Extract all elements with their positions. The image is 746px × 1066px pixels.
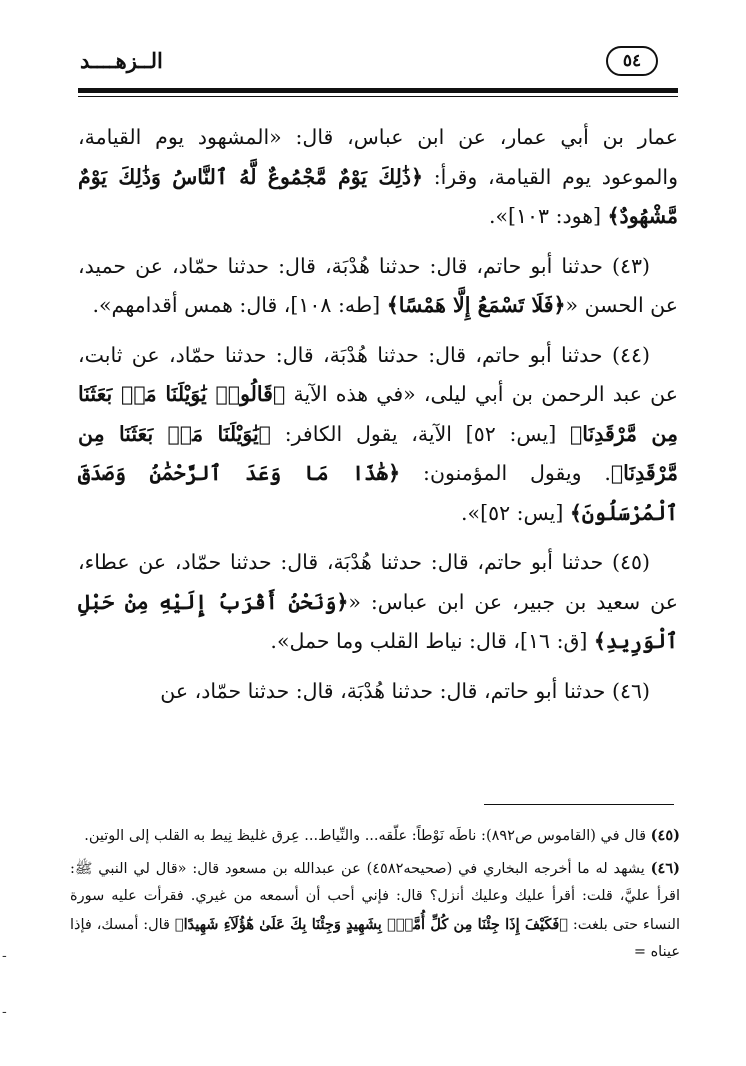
footnote-separator xyxy=(484,804,674,805)
footnote-45: (٤٥) قال في (القاموس ص٨٩٢): ناطَه نَوْطاً: علّقه... والنِّياط... عِرق غليظ نِيط به القلب إلى الوتين. xyxy=(84,827,680,844)
paragraph-46: (٤٦) حدثنا أبو حاتم، قال: حدثنا هُدْبَة، قال: حدثنا حمّاد، عن xyxy=(160,678,650,703)
header-rule-thick xyxy=(78,88,678,93)
quran-verse: ﴿قَالُوا۟ يَٰوَيْلَنَا مَنۢ بَعَثَنَا مِن مَّرْقَدِنَا﴾ xyxy=(78,382,678,446)
page-number: ٥٤ xyxy=(606,46,658,76)
quran-verse: ﴿يَٰوَيْلَنَا مَنۢ بَعَثَنَا مِن مَّرْقَدِنَا﴾ xyxy=(78,421,678,485)
footnotes xyxy=(70,822,680,971)
paragraph-45: (٤٥) حدثنا أبو حاتم، قال: حدثنا هُدْبَة، قال: حدثنا حمّاد، عن عطاء، عن سعيد بن جبير، عن ابن عباس: «﴿وَنَحْنُ أَقْرَبُ إِلَيْهِ مِنْ حَبْلِ ٱلْوَرِيدِ﴾ [ق: ١٦]، قال: نياط القلب وما حمل». xyxy=(78,550,678,653)
footnote-number: (٤٦) xyxy=(650,859,680,877)
paragraph-43: (٤٣) حدثنا أبو حاتم، قال: حدثنا هُدْبَة، قال: حدثنا حمّاد، عن حميد، عن الحسن «﴿فَلَا تَسْمَعُ إِلَّا هَمْسًا﴾ [طه: ١٠٨]، قال: همس أقدامهم». xyxy=(78,253,678,317)
quran-verse: ﴿هَٰذَا مَا وَعَدَ ٱلرَّحْمَٰنُ وَصَدَقَ ٱلْمُرْسَلُونَ﴾ xyxy=(78,461,678,525)
header-rule-thin xyxy=(78,96,678,97)
margin-mark: - xyxy=(2,1004,7,1020)
footnote-46: (٤٦) يشهد له ما أخرجه البخاري في (صحيحه٤٥٨٢) عن عبدالله بن مسعود قال: «قال لي النبي ﷺ: اقرأ عليَّ، قلت: أقرأ عليك وعليك أنزل؟ قال: فإني أحب أن أسمعه من غيري. فقرأت عليه سورة النساء حتى بلغت: ﴿فَكَيْفَ إِذَا جِئْنَا مِن كُلِّ أُمَّةٍۭ بِشَهِيدٍ وَجِئْنَا بِكَ عَلَىٰ هَٰٓؤُلَآءِ شَهِيدًا﴾ قال: أمسك، فإذا عيناه = xyxy=(70,859,680,960)
margin-mark: - xyxy=(2,948,7,964)
page-header xyxy=(80,46,676,82)
paragraph-1: عمار بن أبي عمار، عن ابن عباس، قال: «المشهود يوم القيامة، والموعود يوم القيامة، وقرأ: ﴿ذَٰلِكَ يَوْمٌ مَّجْمُوعٌ لَّهُ ٱلنَّاسُ وَذَٰلِكَ يَوْمٌ مَّشْهُودٌ﴾ [هود: ١٠٣]». xyxy=(78,125,678,228)
running-title: الــزهــــد xyxy=(80,48,163,73)
quran-verse: ﴿فَلَا تَسْمَعُ إِلَّا هَمْسًا﴾ xyxy=(386,293,566,317)
main-text xyxy=(78,118,678,721)
footnote-number: (٤٥) xyxy=(650,827,680,844)
quran-verse: ﴿فَكَيْفَ إِذَا جِئْنَا مِن كُلِّ أُمَّةٍۭ بِشَهِيدٍ وَجِئْنَا بِكَ عَلَىٰ هَٰٓؤُلَآءِ شَهِيدًا﴾ xyxy=(174,915,568,933)
quran-verse: ﴿ذَٰلِكَ يَوْمٌ مَّجْمُوعٌ لَّهُ ٱلنَّاسُ وَذَٰلِكَ يَوْمٌ مَّشْهُودٌ﴾ xyxy=(78,164,678,228)
paragraph-44: (٤٤) حدثنا أبو حاتم، قال: حدثنا هُدْبَة، قال: حدثنا حمّاد، عن ثابت، عن عبد الرحمن بن أبي ليلى، «في هذه الآية ﴿قَالُوا۟ يَٰوَيْلَنَا مَنۢ بَعَثَنَا مِن مَّرْقَدِنَا﴾ [يس: ٥٢] الآية، يقول الكافر: ﴿يَٰوَيْلَنَا مَنۢ بَعَثَنَا مِن مَّرْقَدِنَا﴾. ويقول المؤمنون: ﴿هَٰذَا مَا وَعَدَ ٱلرَّحْمَٰنُ وَصَدَقَ ٱلْمُرْسَلُونَ﴾ [يس: ٥٢]». xyxy=(78,342,678,525)
quran-verse: ﴿وَنَحْنُ أَقْرَبُ إِلَيْهِ مِنْ حَبْلِ ٱلْوَرِيدِ﴾ xyxy=(78,589,678,653)
